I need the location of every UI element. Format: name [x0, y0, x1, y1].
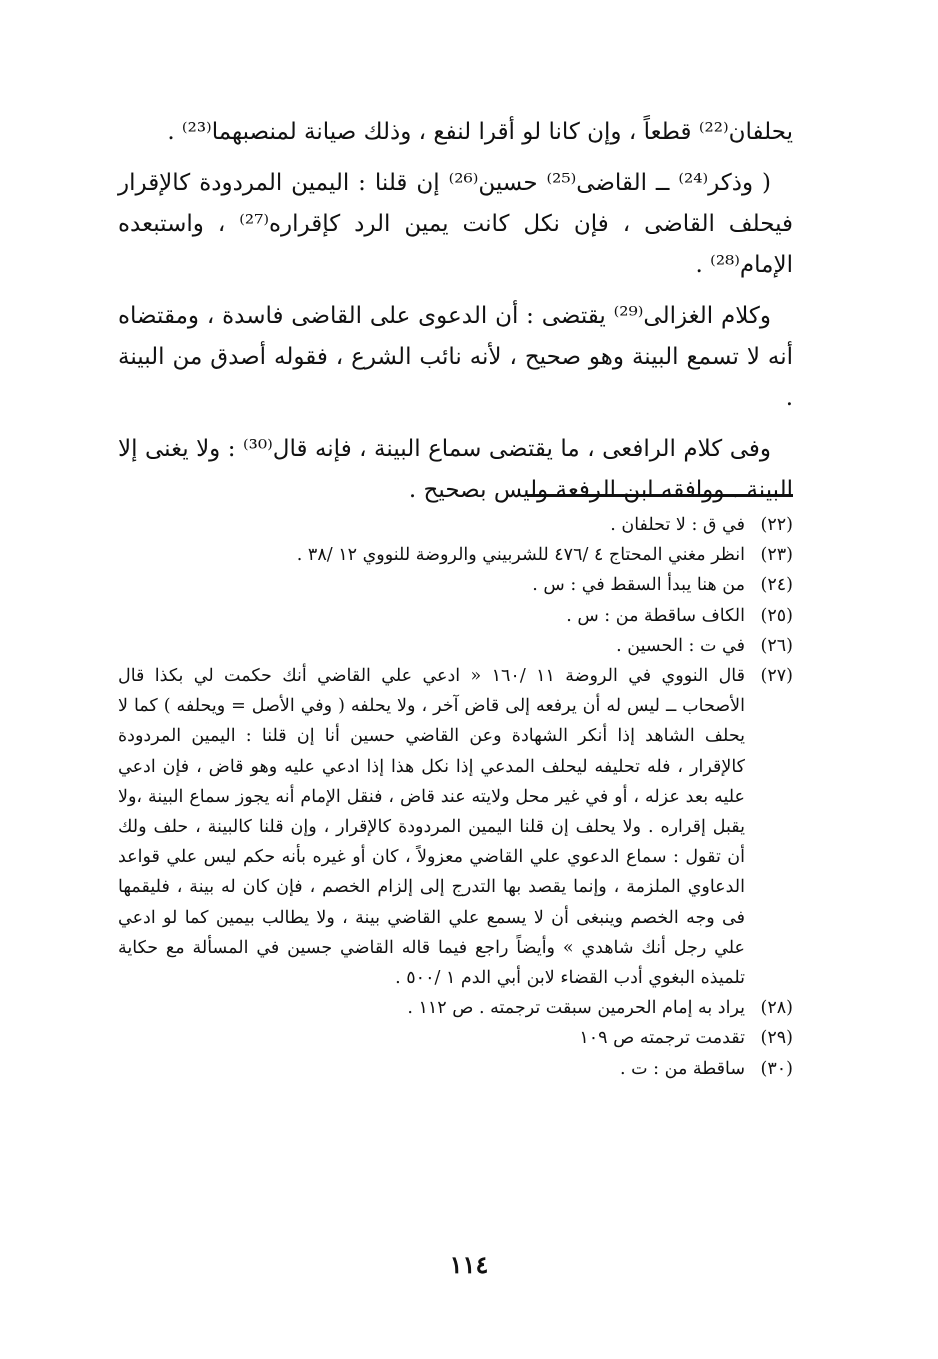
footnote — [118, 661, 793, 993]
footnote-number: (٢٧) — [760, 666, 793, 687]
footnote-number: (٢٩) — [760, 1028, 793, 1049]
footnote-number: (٣٠) — [760, 1058, 793, 1079]
footnote-number: (٢٨) — [760, 998, 793, 1019]
footnote-text: تقدمت ترجمته ص ١٠٩ — [579, 1028, 745, 1049]
footnote-text: يراد به إمام الحرمين سبقت ترجمته . ص ١١٢ . — [407, 998, 745, 1019]
footnote — [118, 601, 793, 631]
main-text — [118, 112, 793, 521]
footnote — [118, 1023, 793, 1053]
footnote-text: ساقطة من : ت . — [620, 1058, 745, 1079]
footnote-number: (٢٣) — [760, 545, 793, 566]
footnote-number: (٢٢) — [760, 515, 793, 535]
footnote — [118, 570, 793, 600]
footnote — [118, 540, 793, 570]
page-number: ١١٤ — [449, 1250, 489, 1279]
footnote-text: في ق : لا تحلفان . — [610, 515, 745, 535]
footnote-number: (٢٤) — [760, 575, 793, 596]
footnote — [118, 631, 793, 661]
paragraph: وكلام الغزالى⁽²⁹⁾ يقتضى : أن الدعوى على القاضى فاسدة ، ومقتضاه أنه لا تسمع البينة وهو صحيح ، لأنه نائب الشرع ، فقوله أصدق من البينة . — [118, 303, 793, 411]
footnote-text: الكاف ساقطة من : س . — [566, 605, 745, 626]
footnote-text: من هنا يبدأ السقط في : س . — [532, 575, 745, 596]
paragraph: وفى كلام الرافعى ، ما يقتضى سماع البينة ، فإنه قال⁽³⁰⁾ : ولا يغنى إلا البينة . ووافقه ابن الرفعة وليس بصحيح . — [118, 436, 793, 503]
footnote-separator — [527, 494, 793, 497]
footnote-text: في ت : الحسين . — [616, 635, 745, 656]
footnote-number: (٢٥) — [760, 605, 793, 626]
footnote — [118, 993, 793, 1023]
footnote — [118, 1054, 793, 1084]
paragraph: يحلفان⁽²²⁾ قطعاً ، وإن كانا لو أقرا لنفع ، وذلك صيانة لمنصبهما⁽²³⁾ . — [167, 119, 793, 145]
footnotes — [118, 510, 793, 1084]
footnote — [118, 510, 793, 540]
footnote-number: (٢٦) — [760, 635, 793, 656]
footnote-text: قال النووي في الروضة ١١ /١٦٠ « ادعي علي القاضي أنك حكمت لي بكذا قال الأصحاب ــ ليس له أن يرفعه إلى قاض آخر ، ولا يحلفه ( وفي الأصل = ويحلفه ) كما لا يحلف الشاهد إذا أنكر الشهادة وعن القاضي حسين أنا إن قلنا : اليمين المردودة كالإقرار ، فله تحليفه ليحلف المدعي إذا نكل هذا إذا ادعي عليه وهو قاض ، فإن ادعي عليه بعد عزله ، أو في غير محل ولايته عند قاض ، فنقل الإمام أنه يجوز سماع البينة ،ولا يقبل إقراره . ولا يحلف إن قلنا اليمين المردودة كالإقرار ، وإن قلنا كالبينة ، حلف ولك أن تقول : سماع الدعوي علي القاضي معزولاً ، كان أو غيره بأنه حكم ليس علي قواعد الدعاوي الملزمة ، وإنما يقصد بها التدرج إلى إلزام الخصم ، فإن كان له بينة ، فليقمها فى وجه الخصم وينبغى أن لا يسمع علي القاضي بينة ، ولا يطالب بيمين كما لو ادعي علي رجل أنك شاهدي » وأيضاً راجع فيما قاله القاضي جسين في المسألة مع حكاية تلميذه البغوي أدب القضاء لابن أبي الدم ١ /٥٠٠ . — [118, 666, 746, 989]
paragraph: ( وذكر⁽²⁴⁾ ــ القاضى⁽²⁵⁾ حسين⁽²⁶⁾ إن قلنا : اليمين المردودة كالإقرار فيحلف القاضى ، فإن نكل كانت يمين الرد كإقراره⁽²⁷⁾ ، واستبعده الإمام⁽²⁸⁾ . — [118, 170, 794, 278]
footnote-text: انظر مغني المحتاج ٤ /٤٧٦ للشربيني والروضة للنووي ١٢ /٣٨ . — [296, 545, 745, 566]
